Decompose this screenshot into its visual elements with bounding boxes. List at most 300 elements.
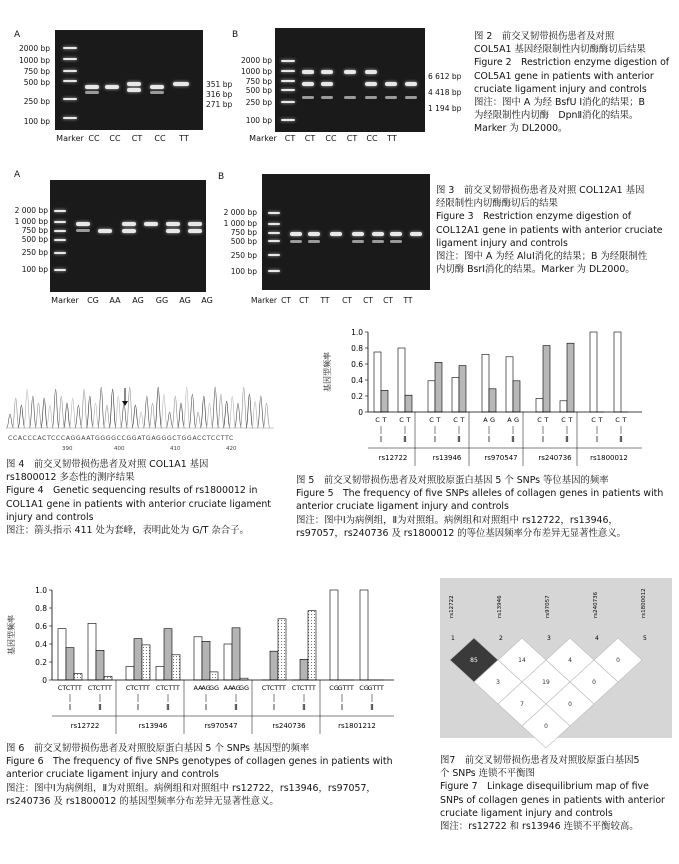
caption-line: Figure 5 The frequency of five SNPs alleles of collagen genes in patients with xyxy=(296,488,664,500)
marker-label: 250 bp xyxy=(230,251,257,260)
bar xyxy=(210,672,218,680)
trace-peak xyxy=(252,401,259,428)
trace-peak xyxy=(64,403,71,428)
category-label: TT xyxy=(172,684,180,692)
marker-label: 750 bp xyxy=(21,226,48,235)
group-label: Ⅱ xyxy=(619,435,623,444)
category-label: C xyxy=(615,416,620,424)
ld-value: 7 xyxy=(520,701,524,708)
category-label: C xyxy=(453,416,458,424)
lane-label: CT xyxy=(299,296,309,305)
group-label: Ⅱ xyxy=(166,703,170,712)
bar xyxy=(172,655,180,680)
snp-name: rs12722 xyxy=(449,595,455,618)
marker-label: 1 000 bp xyxy=(14,217,48,226)
trace-peak xyxy=(121,403,128,428)
category-label: CT xyxy=(87,684,97,692)
caption-line: rs1800012 多态性的测序结果 xyxy=(6,472,135,484)
marker-label: 100 bp xyxy=(230,267,257,276)
caption-line: 为经限制性内切酶 DpnⅡ消化的结果。 xyxy=(474,110,639,122)
snp-label: rs13946 xyxy=(432,454,462,462)
lane-labels xyxy=(48,296,218,305)
category-label: TT xyxy=(346,684,354,692)
trace-peak xyxy=(246,394,253,428)
fig6-plot xyxy=(6,586,394,734)
bar xyxy=(164,629,172,680)
gel-image xyxy=(55,30,203,130)
category-label: C xyxy=(591,416,596,424)
snp-name: rs240736 xyxy=(593,591,599,618)
lane-label: Marker xyxy=(251,296,277,305)
caption-line: Figure 4 Genetic sequencing results of rs1800012 in xyxy=(6,485,258,497)
bar xyxy=(96,650,104,680)
caption-line: 图7 前交叉韧带损伤患者及对照胶原蛋白基因5 xyxy=(440,755,640,766)
trace-peak xyxy=(7,414,14,428)
bar xyxy=(126,667,134,681)
fig2-caption xyxy=(474,30,669,136)
caption-line: rs97057，rs240736 及 rs1800012 的等位基因频率分布差异无显著性意义。 xyxy=(296,527,627,539)
lane-label: CT xyxy=(131,134,143,143)
caption-line: Figure 7 Linkage disequilibrium map of five xyxy=(440,781,649,793)
category-label: CG xyxy=(329,684,339,692)
trace-peak xyxy=(29,396,36,428)
snp-index: 4 xyxy=(595,635,599,642)
group-label: Ⅱ xyxy=(511,435,515,444)
group-label: Ⅱ xyxy=(234,703,238,712)
category-label: CT xyxy=(291,684,301,692)
lane-labels xyxy=(56,134,196,143)
position-tick: 420 xyxy=(226,446,237,452)
trace-peak xyxy=(155,387,162,428)
lane-label: AG xyxy=(179,296,191,305)
lane-label: TT xyxy=(403,296,413,305)
category-label: TT xyxy=(104,684,112,692)
bar xyxy=(224,644,232,680)
group-label: Ⅰ xyxy=(204,703,208,712)
marker-label: 750 bp xyxy=(230,228,257,237)
lane-label: CT xyxy=(281,296,291,305)
ld-value: 0 xyxy=(544,723,548,730)
caption-line: COL12A1 gene in patients with anterior cruciate xyxy=(436,224,663,236)
ld-value: 0 xyxy=(568,701,572,708)
trace-peak xyxy=(69,398,76,428)
category-label: TT xyxy=(74,684,82,692)
category-label: T xyxy=(598,416,603,424)
marker-label: 100 bp xyxy=(23,117,50,126)
caption-line: 图 5 前交叉韧带损伤患者及对照胶原蛋白基因 5 个 SNPs 等位基因的频率 xyxy=(296,475,609,486)
bar xyxy=(489,389,496,412)
marker-label: 250 bp xyxy=(245,98,272,107)
group-label: Ⅰ xyxy=(136,703,140,712)
snp-label: rs970547 xyxy=(484,454,518,462)
y-tick-label: 0 xyxy=(358,408,363,417)
marker-label: 1 000 bp xyxy=(223,219,257,228)
bar xyxy=(435,362,442,412)
marker-label: 500 bp xyxy=(230,237,257,246)
marker-label: 750 bp xyxy=(245,77,272,86)
bar xyxy=(66,648,74,680)
category-label: AA xyxy=(193,684,203,692)
lane-label: CC xyxy=(325,134,337,143)
trace-peak xyxy=(35,403,42,428)
caption-line: anterior cruciate ligament injury and controls xyxy=(296,501,509,513)
caption-line: ligament injury and controls xyxy=(436,237,568,249)
lane-label: AG xyxy=(201,296,213,305)
marker-label: 2000 bp xyxy=(241,56,272,65)
trace-peak xyxy=(172,396,179,428)
caption-line: injury and controls xyxy=(6,511,94,523)
category-label: T xyxy=(436,416,441,424)
caption-line: 图 2 前交叉韧带损伤患者及对照 xyxy=(474,31,615,42)
group-label: Ⅰ xyxy=(379,435,383,444)
marker-label: 100 bp xyxy=(21,265,48,274)
trace-peak xyxy=(81,389,88,428)
trace-peak xyxy=(75,405,82,428)
bar xyxy=(567,343,574,412)
marker-label: 2 000 bp xyxy=(223,208,257,217)
bar xyxy=(308,611,316,680)
bar xyxy=(74,674,82,680)
lane-label: AG xyxy=(132,296,144,305)
caption-line: Figure 3 Restriction enzyme digestion of xyxy=(436,211,632,223)
category-label: G xyxy=(489,416,496,424)
bar xyxy=(202,641,210,680)
group-label: Ⅰ xyxy=(433,435,437,444)
caption-line: anterior cruciate ligament injury and controls xyxy=(6,769,219,781)
size-label: 1 194 bp xyxy=(428,104,462,113)
trace-peak xyxy=(103,405,110,428)
snp-label: rs13946 xyxy=(138,722,168,730)
caption-line: cruciate ligament injury and controls xyxy=(440,807,613,819)
caption-line: Marker 为 DL2000。 xyxy=(474,123,568,135)
y-axis-label: 基因型频率 xyxy=(323,352,332,392)
size-label: 316 bp xyxy=(206,90,233,99)
category-label: TT xyxy=(308,684,316,692)
lane-labels xyxy=(246,134,402,143)
trace-peak xyxy=(212,387,219,428)
bar xyxy=(58,629,66,680)
category-label: G xyxy=(513,416,520,424)
trace-peak xyxy=(132,405,139,428)
trace-peak xyxy=(98,387,105,428)
arrow-head-icon xyxy=(122,401,128,406)
group-label: Ⅰ xyxy=(541,435,545,444)
snp-index: 5 xyxy=(643,635,647,642)
snp-name: rs1800012 xyxy=(641,588,647,618)
trace-peak xyxy=(12,398,19,428)
snp-index: 2 xyxy=(499,635,503,642)
marker-label: 500 bp xyxy=(23,78,50,87)
caption-line: rs240736 及 rs1800012 的基因型频率分布差异无显著性意义。 xyxy=(6,795,279,807)
gel-image xyxy=(50,180,206,292)
ld-map-svg xyxy=(440,578,672,738)
trace-peak xyxy=(58,396,65,428)
marker-label: 100 bp xyxy=(245,116,272,125)
ld-value: 19 xyxy=(542,679,550,686)
trace-peak xyxy=(149,403,156,428)
trace-peak xyxy=(189,394,196,428)
trace-peak xyxy=(235,403,242,428)
fig7-ld-map xyxy=(440,578,672,738)
group-label: Ⅰ xyxy=(487,435,491,444)
category-label: T xyxy=(460,416,465,424)
category-label: C xyxy=(399,416,404,424)
ld-value: 3 xyxy=(496,679,500,686)
caption-line: COL1A1 gene in patients with anterior cruciate ligament xyxy=(6,498,271,510)
trace-peak xyxy=(217,394,224,428)
marker-label: 1000 bp xyxy=(19,56,50,65)
fig5-chart xyxy=(322,326,628,462)
bar xyxy=(536,398,543,412)
ld-value: 14 xyxy=(518,657,526,664)
y-tick-label: 0.6 xyxy=(35,622,47,631)
lane-label: CT xyxy=(304,134,316,143)
caption-line: Figure 6 The frequency of five SNPs genotypes of collagen genes in patients with xyxy=(6,756,393,768)
trace-peak xyxy=(86,396,93,428)
category-label: C xyxy=(561,416,566,424)
category-label: CT xyxy=(133,684,143,692)
bar xyxy=(560,401,567,412)
marker-label: 1000 bp xyxy=(241,67,272,76)
bar xyxy=(270,651,278,680)
y-tick-label: 0.4 xyxy=(35,640,47,649)
marker-label: 500 bp xyxy=(21,235,48,244)
trace-peak xyxy=(24,389,31,428)
trace-peak xyxy=(240,387,247,428)
fig2-b-label: B xyxy=(232,30,239,40)
fig5-plot xyxy=(322,328,642,466)
lane-labels xyxy=(250,296,418,305)
bar xyxy=(374,352,381,412)
trace-peak xyxy=(178,403,185,428)
gel-image xyxy=(275,28,425,132)
snp-name: rs13946 xyxy=(497,595,503,618)
snp-index: 1 xyxy=(451,635,455,642)
fig7-caption xyxy=(440,754,665,833)
lane-label: AA xyxy=(109,296,121,305)
position-tick: 400 xyxy=(114,446,125,452)
category-label: C xyxy=(375,416,380,424)
size-label: 271 bp xyxy=(206,100,233,109)
trace-peak xyxy=(183,387,190,428)
y-axis-label: 基因型频率 xyxy=(7,615,16,655)
group-label: Ⅱ xyxy=(370,703,374,712)
y-tick-label: 0.2 xyxy=(35,658,47,667)
category-label: A xyxy=(483,416,488,424)
snp-index: 3 xyxy=(547,635,551,642)
bar xyxy=(300,659,308,680)
bar xyxy=(614,332,621,412)
trace-peak xyxy=(257,396,264,428)
group-label: Ⅱ xyxy=(403,435,407,444)
group-label: Ⅰ xyxy=(595,435,599,444)
ld-value: 0 xyxy=(592,679,596,686)
trace-peak xyxy=(115,396,122,428)
bar xyxy=(506,357,513,412)
category-label: CT xyxy=(125,684,135,692)
bar xyxy=(194,637,202,680)
size-label: 351 bp xyxy=(206,80,233,89)
category-label: CT xyxy=(269,684,279,692)
marker-label: 2 000 bp xyxy=(14,206,48,215)
trace-peak xyxy=(263,403,270,428)
category-label: T xyxy=(406,416,411,424)
group-label: Ⅰ xyxy=(340,703,344,712)
bar xyxy=(452,378,459,412)
lane-label: CT xyxy=(383,296,393,305)
marker-label: 500 bp xyxy=(245,86,272,95)
category-label: CT xyxy=(261,684,271,692)
category-label: GT xyxy=(337,684,347,692)
ld-value: 4 xyxy=(568,657,572,664)
bar xyxy=(590,332,597,412)
category-label: T xyxy=(568,416,573,424)
trace-peak xyxy=(166,412,173,428)
ld-value: 85 xyxy=(470,657,478,664)
lane-label: GG xyxy=(155,296,169,305)
lane-label: TT xyxy=(387,134,397,143)
lane-label: Marker xyxy=(51,296,79,305)
trace-peak xyxy=(18,405,25,428)
caption-line: 图 6 前交叉韧带损伤患者及对照胶原蛋白基因 5 个 SNPs 基因型的频率 xyxy=(6,743,310,754)
fig6-caption xyxy=(6,742,393,808)
category-label: CT xyxy=(299,684,309,692)
group-label: Ⅱ xyxy=(565,435,569,444)
bar xyxy=(156,667,164,681)
caption-line: 图 3 前交叉韧带损伤患者及对照 COL12A1 基因 xyxy=(436,185,645,196)
snp-labels xyxy=(449,588,647,642)
category-label: TT xyxy=(376,684,384,692)
snp-label: rs12722 xyxy=(70,722,100,730)
category-label: T xyxy=(382,416,387,424)
caption-line: 图注：rs12722 和 rs13946 连锁不平衡较高。 xyxy=(440,821,639,833)
trace-peak xyxy=(109,389,116,428)
ld-cells xyxy=(450,638,642,748)
caption-line: COL5A1 基因经限制性内切酶酶切后结果 xyxy=(474,44,646,56)
bar xyxy=(543,346,550,412)
caption-line: 经限制性内切酶酶切后的结果 xyxy=(436,198,558,210)
position-tick: 410 xyxy=(170,446,181,452)
sequence-text: CCACCCACTCCCAGGAATGGGGCCGGATGAGGGCTGGACCTCCTTC xyxy=(8,435,234,442)
fig4-chromatogram xyxy=(4,370,276,456)
caption-line: cruciate ligament injury and controls xyxy=(474,83,647,95)
trace-peak xyxy=(126,387,133,428)
caption-line: 个 SNPs 连锁不平衡图 xyxy=(440,768,535,780)
y-tick-label: 0.4 xyxy=(351,376,363,385)
bar xyxy=(278,619,286,680)
category-label: CT xyxy=(57,684,67,692)
category-label: CT xyxy=(155,684,165,692)
snp-label: rs1800012 xyxy=(590,454,628,462)
caption-line: 图注：图中 A 为经 BsfU Ⅰ消化的结果；B xyxy=(474,97,645,109)
category-label: C xyxy=(429,416,434,424)
bar xyxy=(459,366,466,412)
bar xyxy=(134,639,142,680)
gel-image xyxy=(262,174,430,290)
y-tick-label: 0 xyxy=(42,676,47,685)
trace-peak xyxy=(46,405,53,428)
group-label: Ⅰ xyxy=(68,703,72,712)
lane-label: CC xyxy=(154,134,166,143)
fig4-caption xyxy=(6,458,271,537)
category-label: AG xyxy=(201,684,211,692)
bar xyxy=(330,590,338,680)
bar xyxy=(88,623,96,680)
caption-line: 内切酶 BsrⅠ消化的结果。Marker 为 DL2000。 xyxy=(436,264,635,276)
trace-peak xyxy=(206,403,213,428)
marker-label: 250 bp xyxy=(23,97,50,106)
fig6-chart xyxy=(7,580,410,738)
caption-line: 图注：图中 A 为经 AluⅠ消化的结果；B 为经限制性 xyxy=(436,251,648,263)
lane-label: CC xyxy=(88,134,100,143)
category-label: GT xyxy=(367,684,377,692)
y-tick-label: 0.8 xyxy=(351,344,363,353)
category-label: TT xyxy=(278,684,286,692)
y-tick-label: 1.0 xyxy=(35,586,47,595)
category-label: A xyxy=(507,416,512,424)
size-label: 4 418 bp xyxy=(428,88,462,97)
snp-label: rs240736 xyxy=(538,454,572,462)
bar xyxy=(398,348,405,412)
y-tick-label: 0.6 xyxy=(351,360,363,369)
category-label: AA xyxy=(223,684,233,692)
bar xyxy=(142,645,150,680)
fig2-a-label: A xyxy=(14,30,21,40)
lane-label: CT xyxy=(342,296,352,305)
lane-label: CT xyxy=(284,134,296,143)
marker-label: 2000 bp xyxy=(19,44,50,53)
bar xyxy=(513,381,520,412)
category-label: CT xyxy=(95,684,105,692)
trace-peak xyxy=(160,394,167,428)
marker-label: 250 bp xyxy=(21,248,48,257)
lane-label: CG xyxy=(87,296,99,305)
y-tick-label: 0.2 xyxy=(351,392,363,401)
category-label: CT xyxy=(65,684,75,692)
category-label: AG xyxy=(231,684,241,692)
lane-label: Marker xyxy=(249,134,277,143)
position-tick: 390 xyxy=(62,446,73,452)
category-label: CT xyxy=(163,684,173,692)
trace-peak xyxy=(52,389,59,428)
marker-label: 750 bp xyxy=(23,67,50,76)
bar xyxy=(482,354,489,412)
fig3-caption xyxy=(436,184,663,276)
group-label: Ⅱ xyxy=(302,703,306,712)
trace-peak xyxy=(138,412,145,428)
caption-line: 图注：图中Ⅰ为病例组，Ⅱ为对照组。病例组和对照组中 rs12722，rs13946， xyxy=(296,514,618,526)
lane-label: Marker xyxy=(56,134,84,143)
trace-peak xyxy=(200,396,207,428)
y-tick-label: 1.0 xyxy=(351,328,363,337)
trace-peak xyxy=(229,396,236,428)
lane-label: CT xyxy=(346,134,358,143)
snp-label: rs12722 xyxy=(378,454,408,462)
caption-line: 图注：箭头指示 411 处为套峰，表明此处为 G/T 杂合子。 xyxy=(6,525,249,537)
group-label: Ⅱ xyxy=(98,703,102,712)
category-label: GG xyxy=(238,684,250,692)
lane-label: CC xyxy=(366,134,378,143)
category-label: TT xyxy=(142,684,150,692)
category-label: GG xyxy=(208,684,220,692)
group-label: Ⅰ xyxy=(272,703,276,712)
snp-label: rs240736 xyxy=(272,722,306,730)
fig3-b-label: B xyxy=(218,172,225,182)
trace-peak xyxy=(223,401,230,428)
trace-peak xyxy=(195,412,202,428)
lane-label: TT xyxy=(320,296,330,305)
category-label: T xyxy=(544,416,549,424)
